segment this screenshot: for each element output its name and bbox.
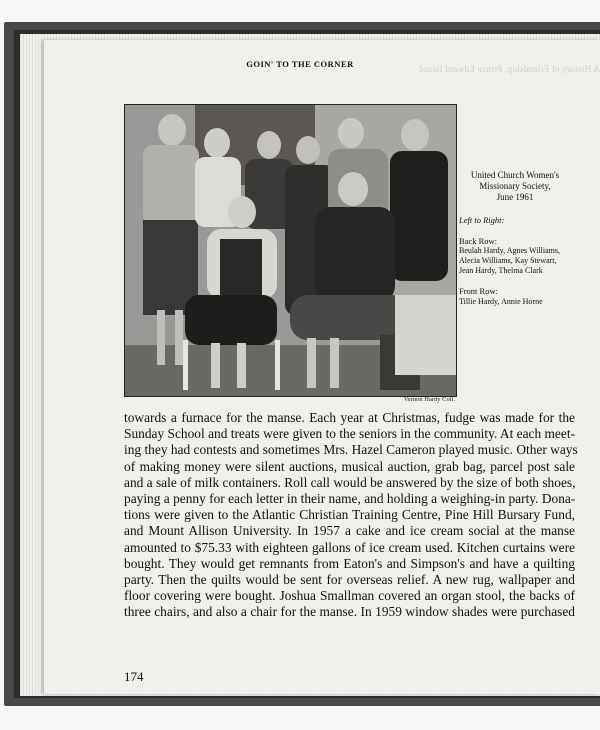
caption-title-line: Missionary Society, bbox=[479, 181, 551, 191]
front-row-names: Tillie Hardy, Annie Horne bbox=[459, 296, 543, 306]
text-line: paying a penny for each letter in their name, and holding a weighing-in party. Dona- bbox=[124, 491, 576, 507]
caption-title-line: United Church Women's bbox=[470, 170, 560, 180]
group-photo bbox=[124, 104, 457, 397]
text-line: Sunday School and treats were given to the seniors in the community. At each meet- bbox=[124, 426, 575, 442]
text-line: party. Then the quilts would be sent for overseas relief. A new rug, wallpaper and bbox=[124, 572, 575, 588]
text-line: and Mount Allison University. In 1957 a cake and ice cream social at the manse bbox=[124, 523, 575, 539]
caption-title-line: June 1961 bbox=[496, 192, 534, 202]
text-line: of making money were silent auctions, musical auction, grab bag, parcel post sale bbox=[124, 458, 575, 474]
text-line: bought. They would get remnants from Eaton's and Simpson's and have a quilting bbox=[124, 555, 575, 571]
text-line: amounted to $75.33 with eighteen gallons of ice cream used. Kitchen curtains were bbox=[124, 539, 575, 555]
page-number: 174 bbox=[124, 669, 144, 684]
text-line: ing they had contests and sometimes Mrs. Hazel Cameron played music. Other ways bbox=[124, 442, 578, 458]
back-row-names: Beulah Hardy, Agnes Williams, Alecia Williams, Kay Stewart, Jean Hardy, Thelma Clark bbox=[459, 246, 560, 275]
text-line: floor covering were bought. Joshua Smallman covered an organ stool, the backs of bbox=[124, 588, 575, 604]
text-line: and a sale of milk containers. Roll call would be answered by the size of both shoes, bbox=[124, 474, 576, 490]
caption-title bbox=[459, 170, 571, 203]
show-through-text: A History of Friendship, Prince Edward Island bbox=[418, 64, 600, 74]
text-line: towards a furnace for the manse. Each year at Christmas, fudge was made for the bbox=[124, 410, 575, 425]
left-to-right-label: Left to Right: bbox=[459, 215, 505, 225]
photo-credit: Vernon Hardy Coll. bbox=[403, 396, 455, 403]
photo-caption bbox=[459, 170, 571, 307]
back-row-label: Back Row: bbox=[459, 235, 498, 246]
body-text bbox=[124, 410, 578, 621]
text-line: three chairs, and also a chair for the manse. In 1959 window shades were purchased bbox=[124, 604, 575, 620]
running-head: GOIN' TO THE CORNER bbox=[246, 59, 354, 69]
front-row-label: Front Row: bbox=[459, 286, 498, 296]
text-line: tions were given to the Atlantic Christian Training Centre, Pine Hill Bursary Fund, bbox=[124, 507, 575, 523]
